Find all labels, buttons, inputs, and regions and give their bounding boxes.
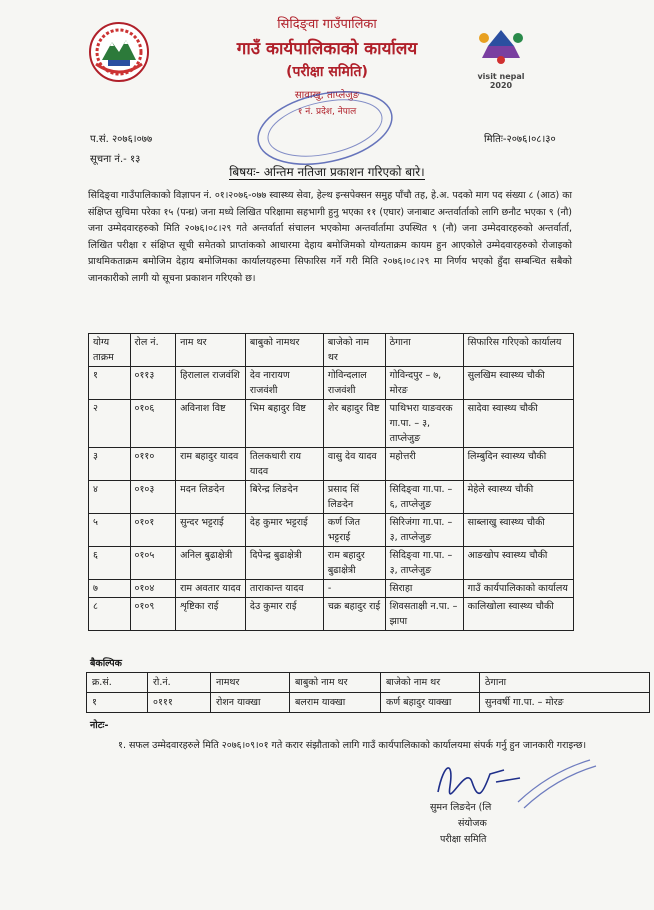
notice-body: सिदिङ्वा गाउँपालिकाको विज्ञापन नं. ०१।२०७६-०७७ स्वास्थ्य सेवा, हेल्थ इन्सपेक्सन समुह पाँचौ तह, हे.अ. पदको माग पद संख्या ८ (आठ) का संक्षिप्त सुचिमा परेका १५ (पन्ध्र) जना मध्ये लिखित परिक्षामा सहभागी हुनु भएका ११ (एघार) जनाबाट अन्तर्वार्ताको लागि छनौट भएका ९ (नौ) जना उम्मेदवारहरुको मिति २०७६।०८।२९ गते अन्तर्वार्ता संचालन भएकोमा अन्तर्वार्तामा उपस्थित ९ (नौ) जना उम्मेदवारहरुको अन्तर्वार्ता, लिखित परीक्षा र संक्षिप्त सूची समेतको प्राप्तांकको आधारमा देहाय बमोजिमको योग्यताक्रम कायम हुन आएकोले उम्मेदवारहरुको रोजाइको प्राथमिकताक्रम बमोजिम देहाय बमोजिमका कार्यालयहरुमा सिफारिस गर्ने गरी मिति २०७६।०८।२९ मा निर्णय भएको हुँदा सम्बन्धित सबैको जानकारीको लागी यो सूचना प्रकाशन गरिएको छ। [88,190,572,284]
rank-cell: ४ [89,481,131,514]
subject-text: बिषयः- अन्तिम नतिजा प्रकाशन गरिएको बारे। [229,165,425,179]
table-header-row [89,334,574,367]
father-cell: देव नारायण राजवंशी [245,367,323,400]
header-cell: बाबुको नाम थर [290,673,381,693]
office-address: सावाखु, ताप्लेजुङ [294,90,360,101]
table-row [87,693,650,713]
rank-cell: ७ [89,580,131,598]
rank-cell: ३ [89,448,131,481]
office-cell: सादेवा स्वास्थ्य चौकी [463,400,573,448]
name-cell: हिरालाल राजवंशि [176,367,246,400]
header-cell: बाबुको नामथर [245,334,323,367]
name-cell: अनिल बुढाक्षेत्री [176,547,246,580]
father-cell: भिम बहादुर विष्ट [245,400,323,448]
roll-cell: ०१०१ [130,514,176,547]
father-cell: देउ कुमार राई [245,598,323,631]
grandfather-cell: चक्र बहादुर राई [323,598,385,631]
father-cell: बिरेन्द्र लिङदेन [245,481,323,514]
address-cell: गोविन्दपुर – ७, मोरङ [385,367,463,400]
table-header-row [87,673,650,693]
committee-name: (परीक्षा समिति) [286,64,368,80]
signatory-name: सुमन लिङदेन (लि [430,802,492,813]
notice-number: सूचना नं.- १३ [90,154,141,165]
note-label: नोटः- [90,720,109,731]
grandfather-cell: राम बहादुर बुढाक्षेत्री [323,547,385,580]
header-cell: बाजेको नाम थर [381,673,480,693]
serial-cell: १ [87,693,148,713]
office-cell: लिम्बुदिन स्वास्थ्य चौकी [463,448,573,481]
address-cell: शिवसताक्षी न.पा. – झापा [385,598,463,631]
header-cell: बाजेको नाम थर [323,334,385,367]
address-cell: पाथिभरा याङवरक गा.पा. – ३, ताप्लेजुङ [385,400,463,448]
table-row [89,367,574,400]
office-cell: मेहेले स्वास्थ्य चौकी [463,481,573,514]
address-cell: सिराहा [385,580,463,598]
roll-cell: ०११३ [130,367,176,400]
header-cell: क्र.सं. [87,673,148,693]
father-cell: ताराकान्त यादव [245,580,323,598]
roll-cell: ०१०५ [130,547,176,580]
roll-cell: ०१०३ [130,481,176,514]
signatory-role: संयोजक [458,818,487,829]
visit-nepal-text: visit nepal 2020 [477,72,525,90]
grandfather-cell: कर्ण बहादुर याक्खा [381,693,480,713]
office-province: १ नं. प्रदेश, नेपाल [297,107,357,117]
table-row [89,547,574,580]
grandfather-cell: कर्ण जित भट्टराई [323,514,385,547]
address-cell: सिरिजंगा गा.पा. – ३, ताप्लेजुङ [385,514,463,547]
issue-date: मितिः-२०७६।०८।३० [484,134,556,145]
rank-cell: ५ [89,514,131,547]
roll-cell: ०१११ [148,693,211,713]
letter-number: प.सं. २०७६।०७७ [90,134,153,145]
name-cell: राम अवतार यादव [176,580,246,598]
address-cell: सुनवर्षी गा.पा. – मोरङ [480,693,650,713]
table-row [89,598,574,631]
header-cell: ठेगाना [480,673,650,693]
rank-cell: ६ [89,547,131,580]
name-cell: शृष्टिका राई [176,598,246,631]
roll-cell: ०१०६ [130,400,176,448]
grandfather-cell: प्रसाद सिं लिङदेन [323,481,385,514]
grandfather-cell: वासु देव यादव [323,448,385,481]
header-cell: ठेगाना [385,334,463,367]
header-cell: योग्य ताक्रम [89,334,131,367]
header-cell: रोल नं. [130,334,176,367]
office-cell: कालिखोला स्वास्थ्य चौकी [463,598,573,631]
office-cell: आङखोप स्वास्थ्य चौकी [463,547,573,580]
alternate-label: बैकल्पिक [90,658,122,669]
signatory-committee: परीक्षा समिति [440,834,487,845]
address-cell: महोत्तरी [385,448,463,481]
header-cell: रो.नं. [148,673,211,693]
grandfather-cell: शेर बहादुर विष्ट [323,400,385,448]
roll-cell: ०१०४ [130,580,176,598]
roll-cell: ०१०९ [130,598,176,631]
note-text: १. सफल उम्मेदवारहरुले मिति २०७६।०९।०१ गते करार संझौताको लागि गाउँ कार्यपालिकाको कार्यालयमा संपर्क गर्नु हुन जानकारी गराइन्छ। [118,740,587,751]
office-stamp [250,88,400,168]
address-cell: सिदिङ्वा गा.पा. – ३, ताप्लेजुङ [385,547,463,580]
name-cell: रोशन याक्खा [211,693,290,713]
header-cell: नामथर [211,673,290,693]
table-row [89,400,574,448]
name-cell: सुन्दर भट्टराई [176,514,246,547]
header-cell: नाम थर [176,334,246,367]
rank-cell: २ [89,400,131,448]
office-name: गाउँ कार्यपालिकाको कार्यालय [236,39,418,59]
name-cell: अविनाश विष्ट [176,400,246,448]
father-cell: देह कुमार भट्टराई [245,514,323,547]
table-row [89,481,574,514]
table-row [89,514,574,547]
grandfather-cell: - [323,580,385,598]
roll-cell: ०११० [130,448,176,481]
alternate-table [86,672,650,713]
father-cell: दिपेन्द्र बुढाक्षेत्री [245,547,323,580]
header-cell: सिफारिस गरिएको कार्यालय [463,334,573,367]
table-row [89,580,574,598]
name-cell: मदन लिङदेन [176,481,246,514]
address-cell: सिदिङ्वा गा.पा. – ६, ताप्लेजुङ [385,481,463,514]
father-cell: बलराम याक्खा [290,693,381,713]
office-cell: गाउँ कार्यपालिकाको कार्यालय [463,580,573,598]
table-row [89,448,574,481]
name-cell: राम बहादुर यादव [176,448,246,481]
results-table [88,333,574,631]
father-cell: तिलकधारी राय यादव [245,448,323,481]
office-cell: सुलखिम स्वास्थ्य चौकी [463,367,573,400]
municipality-name: सिदिङ्वा गाउँपालिका [277,17,377,32]
rank-cell: १ [89,367,131,400]
rank-cell: ८ [89,598,131,631]
subject-line [0,163,654,180]
grandfather-cell: गोविन्दलाल राजवंशी [323,367,385,400]
office-cell: साब्लाखु स्वास्थ्य चौकी [463,514,573,547]
